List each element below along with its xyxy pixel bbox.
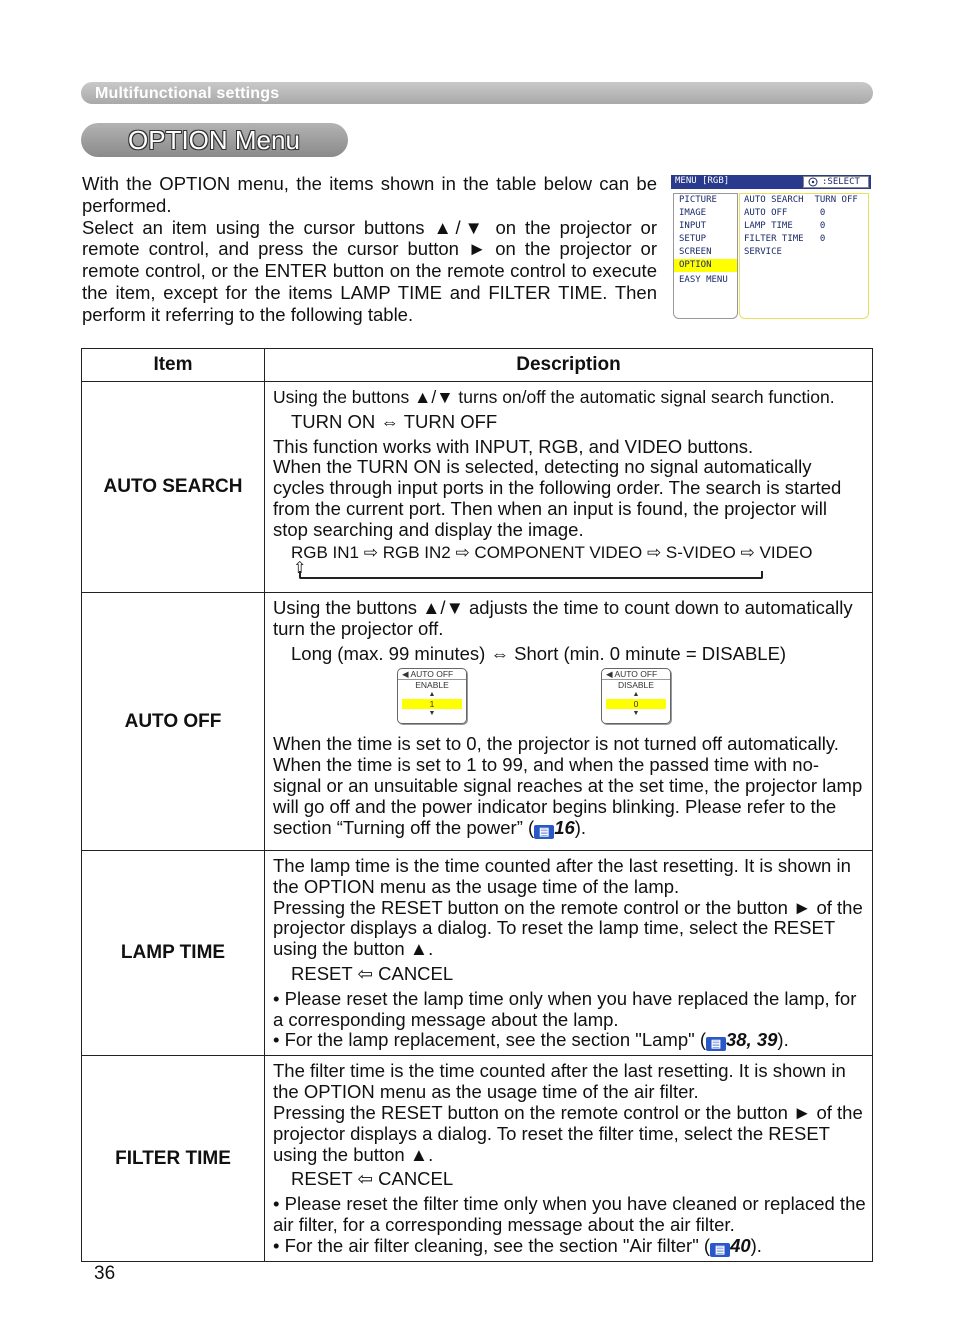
book-icon: ▤ — [534, 825, 554, 839]
auto-search-line-4: When the TURN ON is selected, detecting no signal automatically cycles through input ports in the following order. The search is started from the current port. Then when an input is found, the projector will stop searching and display the image. — [273, 456, 842, 540]
page-reference: ▤ 40 — [710, 1235, 751, 1256]
left-arrow-icon: ◀ — [402, 669, 411, 680]
section-title: Multifunctional settings — [95, 85, 280, 102]
item-auto-search: AUTO SEARCH — [82, 382, 265, 593]
auto-off-line-1: Using the buttons ▲/▼ adjusts the time to count down to automatically turn the projector off. — [273, 597, 853, 639]
column-header-item: Item — [82, 349, 265, 382]
intro-paragraph-2: Select an item using the cursor buttons ▲/▼ on the projector or remote control, and press the cursor button ► on the projector or remote control, or the ENTER button on the remote control to execute the item, except for the items LAMP TIME and FILTER TIME. Then perform it referring to the following table. — [82, 216, 657, 325]
filter-time-reset: RESET ⇦ CANCEL — [291, 1168, 454, 1190]
desc-auto-search — [265, 382, 873, 593]
menu-item-easy-menu: EASY MENU — [679, 275, 728, 285]
table-row-lamp-time — [82, 851, 873, 1056]
lamp-time-line-2: Pressing the RESET button on the remote control or the button ► of the projector displays a dialog. To reset the lamp time, select the RESET using the button ▲. — [273, 896, 863, 960]
intro-paragraph-1: With the OPTION menu, the items shown in the table below can be performed. — [82, 173, 657, 216]
menu-header-label: MENU [RGB] — [675, 176, 730, 186]
auto-search-line-1: Using the buttons ▲/▼ turns on/off the automatic signal search function. — [273, 387, 835, 407]
page-reference: ▤ 38, 39 — [706, 1029, 777, 1050]
menu-item-input: INPUT — [679, 221, 707, 231]
item-auto-off: AUTO OFF — [82, 593, 265, 851]
intro-text — [82, 173, 657, 326]
select-hint — [803, 176, 869, 188]
section-header-bar — [81, 82, 873, 104]
item-filter-time: FILTER TIME — [82, 1056, 265, 1261]
filter-time-note-2: • For the air filter cleaning, see the section "Air filter" ( ▤ 40). — [273, 1234, 762, 1256]
auto-search-toggle: TURN ON ⇔ TURN OFF — [291, 410, 498, 432]
page-number: 36 — [94, 1263, 116, 1284]
menu-header — [671, 175, 871, 189]
menu-item-screen: SCREEN — [679, 247, 712, 257]
auto-search-flow: RGB IN1 ⇨ RGB IN2 ⇨ COMPONENT VIDEO ⇨ S-VIDEO ⇨ VIDEO — [291, 542, 813, 562]
column-header-description: Description — [265, 349, 873, 382]
lamp-time-line-1: The lamp time is the time counted after the last resetting. It is shown in the OPTION menu as the usage time of the lamp. — [273, 855, 851, 897]
lamp-time-reset: RESET ⇦ CANCEL — [291, 962, 454, 984]
left-arrow-icon: ◀ — [606, 669, 615, 680]
desc-auto-off — [265, 593, 873, 851]
osd-disable-title: AUTO OFF — [614, 669, 658, 680]
osd-enable-status: ENABLE — [415, 680, 449, 691]
menu-option-lamp-time: LAMP TIME 0 — [744, 221, 826, 231]
osd-enable-title: AUTO OFF — [410, 669, 454, 680]
osd-enable-value: 1 — [402, 699, 462, 709]
item-lamp-time: LAMP TIME — [82, 851, 265, 1056]
osd-disable — [601, 668, 671, 724]
option-menu-screenshot — [671, 175, 871, 320]
osd-disable-value: 0 — [606, 699, 666, 709]
filter-time-line-1: The filter time is the time counted after the last resetting. It is shown in the OPTION menu as the usage time of the air filter. — [273, 1060, 846, 1103]
filter-time-note-1: • Please reset the filter time only when you have cleaned or replaced the air filter, for a corresponding message about the air filter. — [273, 1193, 866, 1235]
menu-item-image: IMAGE — [679, 208, 707, 218]
menu-category-list — [673, 193, 738, 319]
select-hint-label: :SELECT — [822, 177, 860, 187]
menu-option-list — [739, 193, 869, 319]
up-triangle-icon: ▲ — [632, 691, 640, 699]
page-title-pill — [81, 123, 348, 157]
up-arrow-icon: ⇧ — [293, 560, 307, 578]
menu-option-auto-off: AUTO OFF 0 — [744, 208, 826, 218]
menu-option-filter-time: FILTER TIME 0 — [744, 234, 826, 244]
lamp-time-note-1: • Please reset the lamp time only when you have replaced the lamp, for a corresponding message about the lamp. — [273, 987, 857, 1030]
menu-item-picture: PICTURE — [679, 195, 717, 205]
dpad-icon — [807, 177, 819, 187]
auto-search-line-3: This function works with INPUT, RGB, and VIDEO buttons. — [273, 435, 754, 457]
table-row-filter-time — [82, 1056, 873, 1261]
option-table — [81, 348, 873, 1262]
table-row-auto-off — [82, 593, 873, 851]
filter-time-line-2: Pressing the RESET button on the remote control or the button ► of the projector displays a dialog. To reset the filter time, select the RESET using the button ▲. — [273, 1101, 863, 1165]
auto-off-range: Long (max. 99 minutes) ⇔ Short (min. 0 minute = DISABLE) — [291, 642, 787, 664]
loop-back-arrow — [293, 560, 763, 581]
menu-option-auto-search: AUTO SEARCH TURN OFF — [744, 195, 858, 205]
page-title: OPTION Menu — [128, 125, 300, 155]
down-triangle-icon: ▼ — [632, 710, 640, 718]
desc-filter-time — [265, 1056, 873, 1261]
down-triangle-icon: ▼ — [428, 710, 436, 718]
osd-disable-status: DISABLE — [618, 680, 654, 691]
menu-item-setup: SETUP — [679, 234, 707, 244]
osd-enable — [397, 668, 467, 724]
book-icon: ▤ — [710, 1243, 730, 1257]
lamp-time-note-2: • For the lamp replacement, see the section "Lamp" ( ▤ 38, 39). — [273, 1029, 789, 1051]
up-triangle-icon: ▲ — [428, 691, 436, 699]
auto-off-line-3: When the time is set to 0, the projector is not turned off automatically. When the time is set to 1 to 99, and when the passed time with no-signal or an unsuitable signal reaches at the set time, the projector lamp will go off and the power indicator begins blinking. Please refer to the section “Turning off the power” ( ▤ 16). — [273, 733, 863, 838]
table-row-auto-search — [82, 382, 873, 593]
menu-item-option: OPTION — [674, 259, 737, 272]
book-icon: ▤ — [706, 1037, 726, 1051]
auto-off-osd-examples — [273, 668, 866, 728]
menu-option-service: SERVICE — [744, 247, 782, 257]
table-header-row — [82, 349, 873, 382]
desc-lamp-time — [265, 851, 873, 1056]
page-reference: ▤ 16 — [534, 817, 575, 838]
